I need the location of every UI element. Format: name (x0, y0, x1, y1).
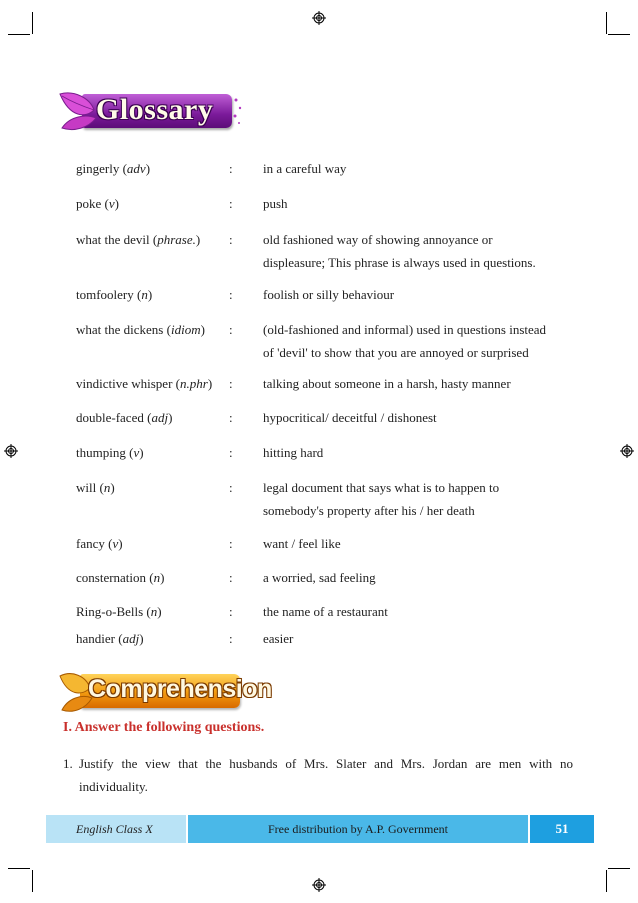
section-heading: I. Answer the following questions. (63, 720, 265, 735)
crop-mark (606, 870, 607, 892)
definition-line: in a careful way (263, 161, 347, 176)
part-of-speech: n (153, 570, 161, 585)
term-word: vindictive whisper (76, 376, 173, 391)
footer-distribution-note: Free distribution by A.P. Government (188, 815, 528, 843)
glossary-term: gingerly (adv) (76, 161, 151, 176)
registration-mark-icon (620, 444, 634, 458)
part-of-speech: phrase. (157, 232, 196, 247)
definition-line: easier (263, 631, 294, 646)
glossary-definition (263, 406, 573, 429)
comprehension-title: Comprehension (88, 675, 272, 703)
term-word: handier (76, 631, 115, 646)
term-word: will (76, 480, 97, 495)
glossary-term: will (n) (76, 480, 115, 495)
glossary-definition (263, 627, 573, 650)
separator-colon: : (229, 445, 233, 460)
glossary-term: what the dickens (idiom) (76, 322, 205, 337)
separator-colon: : (229, 322, 233, 337)
term-word: double-faced (76, 410, 144, 425)
glossary-term: what the devil (phrase.) (76, 232, 201, 247)
definition-line: old fashioned way of showing annoyance or (263, 232, 493, 247)
registration-mark-icon (312, 878, 326, 892)
registration-mark-icon (4, 444, 18, 458)
term-word: Ring-o-Bells (76, 604, 144, 619)
definition-line: push (263, 196, 288, 211)
page-footer (46, 815, 594, 843)
definition-line: hypocritical/ deceitful / dishonest (263, 410, 437, 425)
sparkle-icon (232, 96, 244, 126)
glossary-definition (263, 441, 573, 464)
glossary-term: thumping (v) (76, 445, 144, 460)
part-of-speech: adj (151, 410, 169, 425)
crop-mark (8, 868, 30, 869)
crop-mark (8, 34, 30, 35)
definition-line: displeasure; This phrase is always used in questions. (263, 255, 536, 270)
glossary-term: double-faced (adj) (76, 410, 173, 425)
part-of-speech: n (103, 480, 111, 495)
definition-line: talking about someone in a harsh, hasty manner (263, 376, 511, 391)
separator-colon: : (229, 161, 233, 176)
term-word: thumping (76, 445, 126, 460)
glossary-definition (263, 283, 573, 306)
comprehension-banner (56, 668, 272, 716)
separator-colon: : (229, 570, 233, 585)
glossary-definition (263, 318, 573, 364)
glossary-definition (263, 228, 573, 274)
definition-line: the name of a restaurant (263, 604, 388, 619)
glossary-definition (263, 192, 573, 215)
glossary-title: Glossary (96, 93, 214, 126)
question-text: Justify the view that the husbands of Mrs. Slater and Mrs. Jordan are men with no individuality. (79, 756, 573, 794)
separator-colon: : (229, 631, 233, 646)
part-of-speech: v (108, 196, 115, 211)
glossary-term: Ring-o-Bells (n) (76, 604, 162, 619)
separator-colon: : (229, 287, 233, 302)
separator-colon: : (229, 536, 233, 551)
term-word: fancy (76, 536, 105, 551)
question-number: 1. (63, 756, 73, 771)
part-of-speech: n (150, 604, 158, 619)
crop-mark (608, 34, 630, 35)
separator-colon: : (229, 196, 233, 211)
term-word: what the dickens (76, 322, 164, 337)
glossary-term: consternation (n) (76, 570, 165, 585)
definition-line: hitting hard (263, 445, 324, 460)
glossary-term: fancy (v) (76, 536, 123, 551)
glossary-term: tomfoolery (n) (76, 287, 153, 302)
definition-line: want / feel like (263, 536, 341, 551)
definition-line: legal document that says what is to happen to (263, 480, 500, 495)
crop-mark (606, 12, 607, 34)
glossary-definition (263, 157, 573, 180)
glossary-definition (263, 372, 573, 395)
glossary-definition (263, 476, 573, 522)
registration-mark-icon (312, 11, 326, 25)
definition-line: foolish or silly behaviour (263, 287, 395, 302)
crop-mark (32, 870, 33, 892)
separator-colon: : (229, 232, 233, 247)
crop-mark (32, 12, 33, 34)
crop-mark (608, 868, 630, 869)
definition-line: somebody's property after his / her death (263, 503, 475, 518)
separator-colon: : (229, 376, 233, 391)
part-of-speech: v (112, 536, 119, 551)
term-word: gingerly (76, 161, 120, 176)
glossary-definition (263, 600, 573, 623)
glossary-term: poke (v) (76, 196, 119, 211)
part-of-speech: adj (122, 631, 140, 646)
glossary-definition (263, 532, 573, 555)
separator-colon: : (229, 604, 233, 619)
definition-line: of 'devil' to show that you are annoyed or surprised (263, 345, 529, 360)
part-of-speech: idiom (170, 322, 201, 337)
definition-line: (old-fashioned and informal) used in questions instead (263, 322, 547, 337)
separator-colon: : (229, 410, 233, 425)
term-word: tomfoolery (76, 287, 134, 302)
term-word: poke (76, 196, 102, 211)
part-of-speech: adv (126, 161, 146, 176)
glossary-term: vindictive whisper (n.phr) (76, 376, 213, 391)
page-number: 51 (530, 815, 594, 843)
glossary-banner (56, 88, 240, 134)
footer-book-title: English Class X (46, 815, 186, 843)
separator-colon: : (229, 480, 233, 495)
term-word: what the devil (76, 232, 150, 247)
part-of-speech: v (133, 445, 140, 460)
term-word: consternation (76, 570, 147, 585)
glossary-term: handier (adj) (76, 631, 144, 646)
part-of-speech: n (141, 287, 148, 302)
glossary-definition (263, 566, 573, 589)
definition-line: a worried, sad feeling (263, 570, 376, 585)
part-of-speech: n.phr (180, 376, 208, 391)
